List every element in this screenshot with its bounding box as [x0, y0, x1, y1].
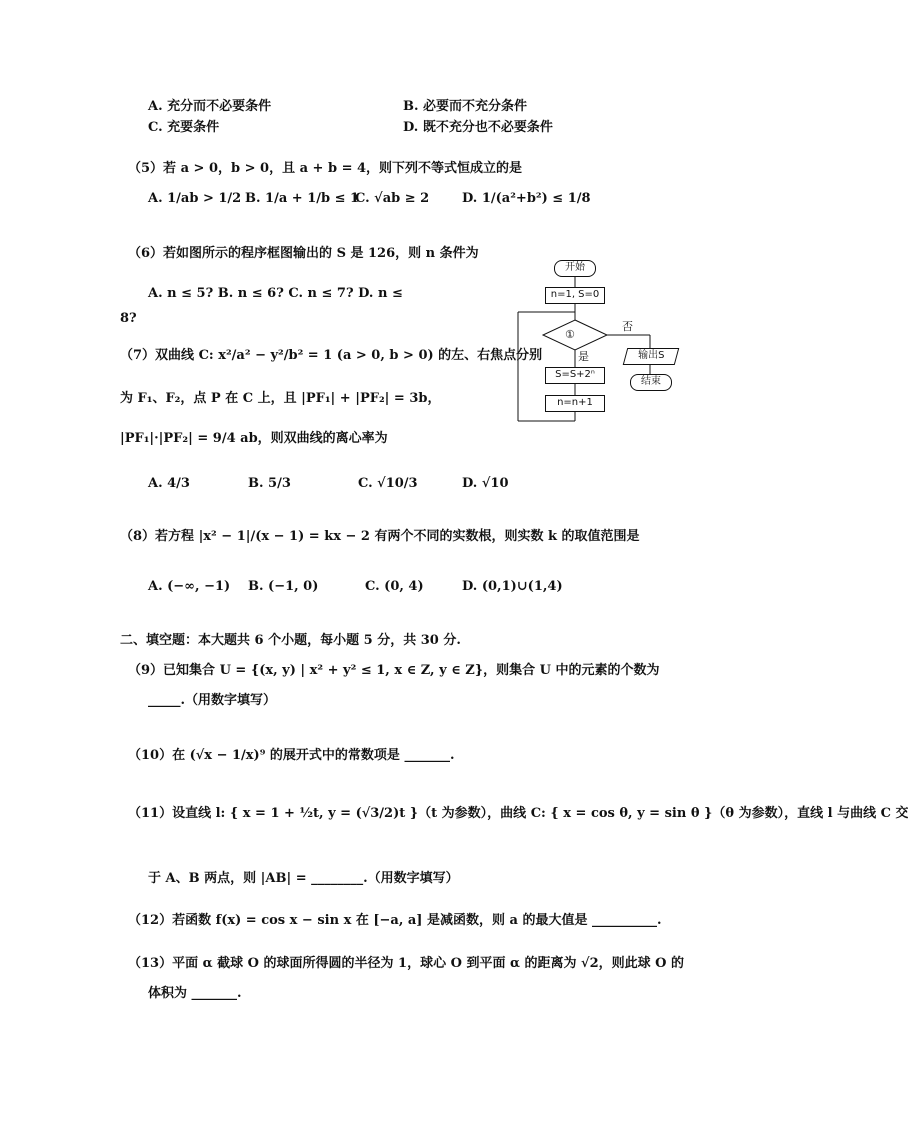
- q10-text: （10）在 (√x − 1/x)⁹ 的展开式中的常数项是 _______.: [128, 748, 455, 763]
- q7-line3: |PF₁|·|PF₂| = 9/4 ab，则双曲线的离心率为: [120, 431, 388, 446]
- q7-option-c: C. √10/3: [358, 476, 418, 491]
- q7-option-a: A. 4/3: [148, 476, 190, 491]
- q5-option-b: B. 1/a + 1/b ≤ 1: [245, 191, 360, 206]
- section-2-heading: 二、填空题：本大题共 6 个小题，每小题 5 分，共 30 分.: [120, 633, 461, 648]
- q4-option-b: B. 必要而不充分条件: [403, 99, 528, 114]
- q7-line2: 为 F₁、F₂，点 P 在 C 上，且 |PF₁| + |PF₂| = 3b，: [120, 391, 441, 406]
- q6-options-wrap: 8?: [120, 311, 137, 326]
- q5-stem: （5）若 a > 0，b > 0，且 a + b = 4，则下列不等式恒成立的是: [128, 161, 523, 176]
- flowchart-yes-label: 是: [578, 350, 589, 363]
- q6-options: A. n ≤ 5? B. n ≤ 6? C. n ≤ 7? D. n ≤: [148, 286, 403, 301]
- q9-line1: （9）已知集合 U = {(x, y) | x² + y² ≤ 1, x ∈ Z, y ∈ Z}，则集合 U 中的元素的个数为: [128, 663, 660, 678]
- flowchart-output: [623, 348, 680, 365]
- q8-option-d: D. (0,1)∪(1,4): [462, 579, 563, 594]
- q8-option-b: B. (−1, 0): [248, 579, 319, 594]
- q12-text: （12）若函数 f(x) = cos x − sin x 在 [−a, a] 是减函数，则 a 的最大值是 __________.: [128, 913, 662, 928]
- q6-stem: （6）若如图所示的程序框图输出的 S 是 126，则 n 条件为: [128, 246, 479, 261]
- flowchart-end: 结束: [630, 374, 672, 391]
- q13-line1: （13）平面 α 截球 O 的球面所得圆的半径为 1，球心 O 到平面 α 的距离为 √2，则此球 O 的: [128, 956, 685, 971]
- q4-option-c: C. 充要条件: [148, 120, 220, 135]
- flowchart-no-label: 否: [622, 320, 633, 333]
- q11-line1: （11）设直线 l: { x = 1 + ½t, y = (√3/2)t }（t 为参数），曲线 C: { x = cos θ, y = sin θ }（θ 为参数），直线 l 与曲线 C 交: [128, 806, 908, 821]
- q8-option-a: A. (−∞, −1): [148, 579, 231, 594]
- q9-line2: _____.（用数字填写）: [148, 693, 277, 708]
- q4-option-d: D. 既不充分也不必要条件: [403, 120, 553, 135]
- flowchart: [510, 255, 710, 430]
- q5-option-d: D. 1/(a²+b²) ≤ 1/8: [462, 191, 591, 206]
- q5-option-a: A. 1/ab > 1/2: [148, 191, 242, 206]
- q7-line1: （7）双曲线 C: x²/a² − y²/b² = 1 (a > 0, b > 0) 的左、右焦点分别: [120, 348, 543, 363]
- flowchart-output-label: 输出S: [637, 350, 665, 361]
- q5-option-c: C. √ab ≥ 2: [355, 191, 430, 206]
- flowchart-lines: [510, 255, 710, 430]
- flowchart-condition: ①: [565, 328, 575, 341]
- q11-line2: 于 A、B 两点，则 |AB| = ________.（用数字填写）: [148, 871, 459, 886]
- flowchart-update-s: S=S+2ⁿ: [545, 367, 605, 384]
- q4-option-a: A. 充分而不必要条件: [148, 99, 272, 114]
- flowchart-init: n=1, S=0: [545, 287, 605, 304]
- q8-option-c: C. (0, 4): [365, 579, 424, 594]
- q7-option-b: B. 5/3: [248, 476, 291, 491]
- flowchart-update-n: n=n+1: [545, 395, 605, 412]
- q7-option-d: D. √10: [462, 476, 509, 491]
- q13-line2: 体积为 _______.: [148, 986, 242, 1001]
- flowchart-start: 开始: [554, 260, 596, 277]
- q8-stem: （8）若方程 |x² − 1|/(x − 1) = kx − 2 有两个不同的实数根，则实数 k 的取值范围是: [120, 529, 640, 544]
